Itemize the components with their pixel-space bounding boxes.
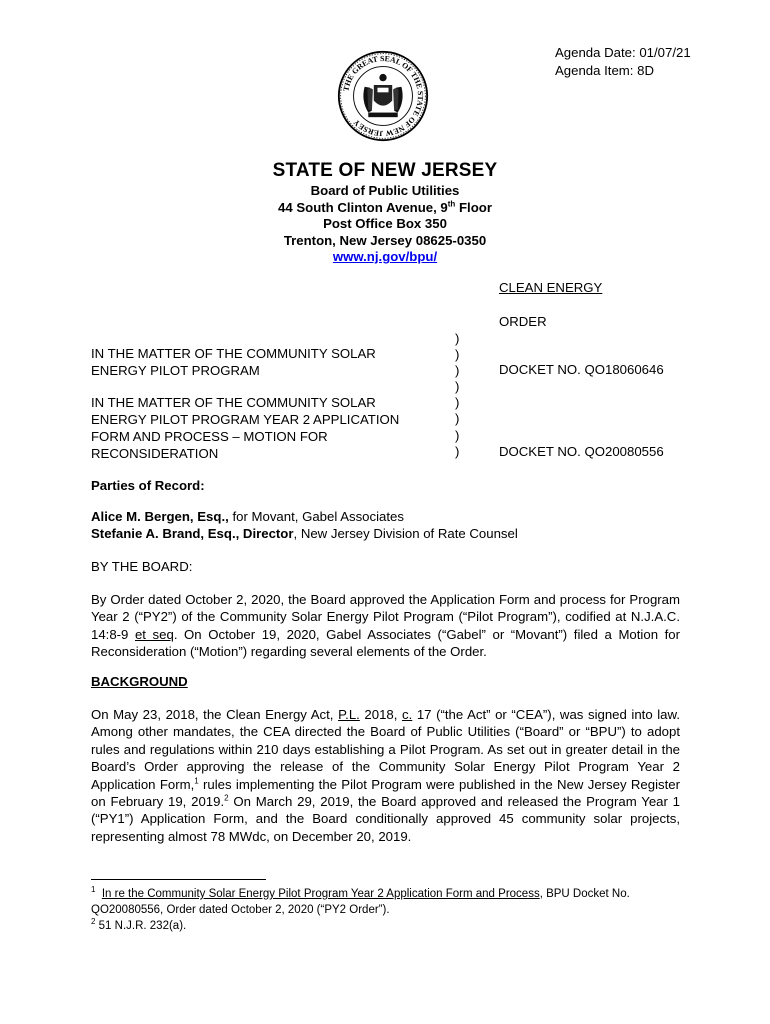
background-text: On May 23, 2018, the Clean Energy Act,: [91, 707, 339, 722]
order-label: ORDER: [499, 314, 547, 329]
party-1-name: Alice M. Bergen, Esq.,: [91, 509, 229, 524]
intro-text: By Order dated October 2, 2020, the Board approved the Application Form and process for Program Year 2 (“PY2”) of the Community Solar Energy Pilot Program (“Pilot Program”), codified at N.J.A.C. 14:8-9: [91, 592, 680, 642]
intro-citation: et seq: [134, 626, 174, 642]
caption-parentheses: [455, 331, 459, 460]
background-text: 17 (“the Act” or “CEA”), was signed into law. Among other mandates, the CEA directed the Board of Public Utilities (“Board” or “BPU”) to adopt rules and regulations within 210 days establishing a Pilot Program. As set out in greater detail in the Board’s Order approving the release of the Community Solar Energy Pilot Program Year 2 Application Form,: [91, 707, 680, 792]
intro-paragraph: [91, 591, 680, 661]
paren-line: ): [455, 347, 460, 363]
footnote-2: [91, 918, 681, 934]
footnote-divider: [91, 879, 266, 880]
order-category: CLEAN ENERGY: [499, 280, 603, 295]
parties-heading: Parties of Record:: [91, 478, 205, 493]
agenda-item: Agenda Item: 8D: [555, 63, 654, 78]
docket-2: DOCKET NO. QO20080556: [499, 444, 664, 459]
background-heading: BACKGROUND: [91, 674, 188, 689]
footnote-ref-2: 2: [224, 793, 229, 803]
paren-line: ): [455, 379, 460, 395]
footnote-1-case: In re the Community Solar Energy Pilot Program Year 2 Application Form and Process: [101, 888, 540, 900]
agenda-block: [555, 44, 691, 80]
paren-line: ): [455, 363, 460, 379]
seal-text: THE GREAT SEAL OF THE STATE OF NEW JERSEY: [341, 54, 426, 139]
party-2-name: Stefanie A. Brand, Esq., Director: [91, 526, 294, 541]
docket-1: DOCKET NO. QO18060646: [499, 362, 664, 377]
footnote-1-text: , BPU Docket No. QO20080556, Order dated October 2, 2020 (“PY2 Order”).: [91, 888, 630, 916]
agenda-date: Agenda Date: 01/07/21: [555, 45, 691, 60]
party-1-role: for Movant, Gabel Associates: [228, 509, 404, 524]
party-2-role: , New Jersey Division of Rate Counsel: [293, 526, 518, 541]
state-seal-icon: [337, 50, 429, 142]
caption-2: [91, 394, 399, 462]
caption-2-line: RECONSIDERATION: [91, 446, 219, 461]
paren-line: ): [455, 443, 460, 459]
state-title: STATE OF NEW JERSEY: [272, 160, 498, 181]
background-paragraph: [91, 706, 680, 845]
caption-2-line: FORM AND PROCESS – MOTION FOR: [91, 429, 328, 444]
caption-1: [91, 345, 376, 379]
footnote-1-number: 1: [91, 885, 96, 895]
paren-line: ): [455, 427, 460, 443]
street-address-floor: Floor: [455, 200, 492, 215]
background-text: rules implementing the Pilot Program were published in the New Jersey Register on February 19, 2019.: [91, 776, 680, 810]
footnote-ref-1: 1: [194, 776, 199, 786]
caption-2-line: IN THE MATTER OF THE COMMUNITY SOLAR: [91, 395, 376, 410]
floor-superscript: th: [447, 199, 456, 209]
caption-1-line: IN THE MATTER OF THE COMMUNITY SOLAR: [91, 346, 376, 361]
footnote-1: [91, 886, 681, 918]
by-the-board: BY THE BOARD:: [91, 559, 193, 574]
party-2: [91, 525, 680, 542]
party-1: [91, 508, 680, 525]
website-link[interactable]: www.nj.gov/bpu/: [332, 249, 438, 264]
city-address: Trenton, New Jersey 08625-0350: [283, 233, 487, 248]
caption-1-line: ENERGY PILOT PROGRAM: [91, 363, 260, 378]
po-box: Post Office Box 350: [323, 216, 447, 231]
street-address-text: 44 South Clinton Avenue, 9: [278, 200, 448, 215]
background-citation: c.: [402, 707, 413, 722]
paren-line: ): [455, 331, 460, 346]
background-text: 2018,: [359, 707, 402, 722]
footnote-2-text: 51 N.J.R. 232(a).: [95, 920, 187, 932]
background-text: On March 29, 2019, the Board approved and released the Program Year 1 (“PY1”) Application Form, and the Board conditionally approved 45 community solar projects, representing almost 78 MWdc, on December 20, 2019.: [91, 794, 680, 844]
intro-text: . On October 19, 2020, Gabel Associates (“Gabel” or “Movant”) filed a Motion for Reconsideration (“Motion”) regarding several elements of the Order.: [91, 626, 680, 660]
footnote-2-number: 2: [91, 917, 96, 927]
background-citation: P.L.: [338, 707, 360, 722]
street-address: [0, 199, 770, 216]
board-name: Board of Public Utilities: [310, 183, 460, 198]
paren-line: ): [455, 395, 460, 411]
caption-2-line: ENERGY PILOT PROGRAM YEAR 2 APPLICATION: [91, 412, 400, 427]
paren-line: ): [455, 411, 460, 427]
